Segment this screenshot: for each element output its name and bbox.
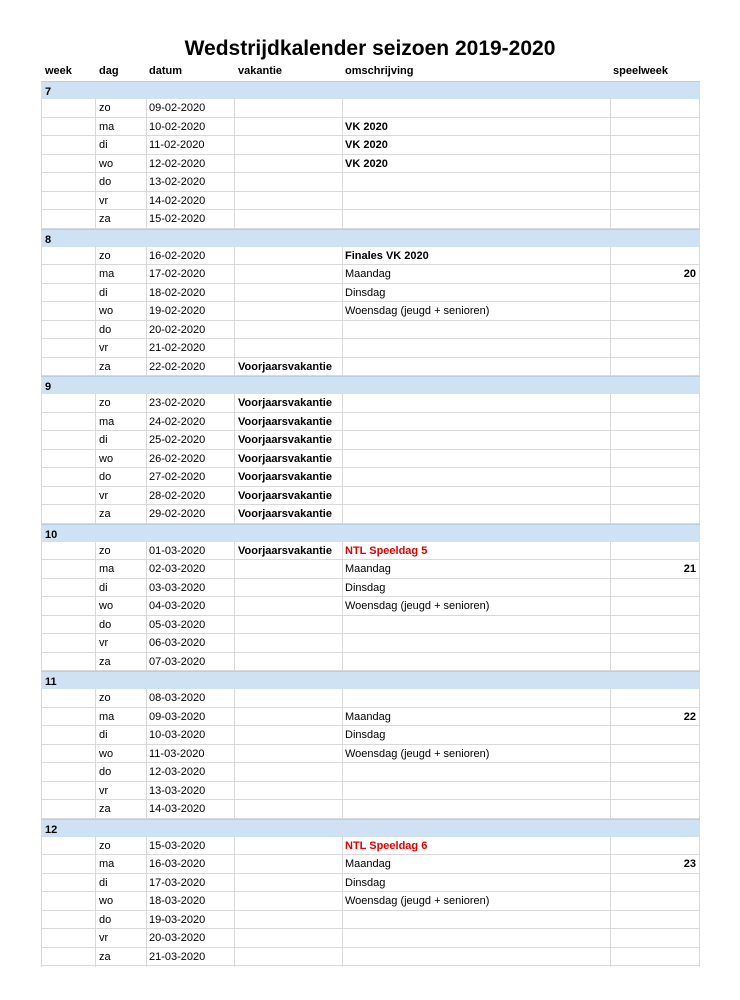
- day-cell: za: [99, 950, 111, 963]
- description-cell: Maandag: [345, 268, 391, 280]
- date-cell: 01-03-2020: [149, 544, 206, 557]
- description-cell: Maandag: [345, 858, 391, 870]
- date-cell: 18-02-2020: [149, 286, 206, 299]
- day-row: [41, 855, 700, 874]
- week-number: 7: [45, 86, 52, 98]
- day-cell: wo: [99, 157, 114, 170]
- week-row: [41, 376, 700, 394]
- date-cell: 16-03-2020: [149, 858, 206, 870]
- day-row: [41, 247, 700, 266]
- date-cell: 06-03-2020: [149, 637, 206, 649]
- week-number: 11: [45, 676, 57, 688]
- date-cell: 07-03-2020: [149, 655, 206, 668]
- day-row: [41, 726, 700, 745]
- day-cell: do: [99, 766, 112, 778]
- week-number: 10: [45, 528, 58, 541]
- date-cell: 18-03-2020: [149, 895, 206, 907]
- day-row: [41, 413, 700, 432]
- description-cell: Woensdag (jeugd + senioren): [345, 747, 490, 760]
- date-cell: 20-02-2020: [149, 323, 206, 336]
- day-row: [41, 579, 700, 598]
- date-cell: 21-02-2020: [149, 342, 206, 354]
- day-row: [41, 321, 700, 340]
- day-row: [41, 468, 700, 487]
- date-cell: 17-02-2020: [149, 268, 206, 280]
- vacation-cell: Voorjaarsvakantie: [238, 452, 332, 465]
- date-cell: 20-03-2020: [149, 932, 206, 944]
- day-cell: do: [99, 323, 112, 336]
- date-cell: 09-03-2020: [149, 710, 206, 723]
- date-cell: 12-03-2020: [149, 766, 206, 778]
- day-row: [41, 892, 700, 911]
- day-row: [41, 155, 700, 174]
- day-cell: za: [99, 508, 111, 520]
- date-cell: 05-03-2020: [149, 618, 206, 631]
- day-cell: zo: [99, 397, 111, 409]
- date-cell: 25-02-2020: [149, 434, 206, 446]
- date-cell: 12-02-2020: [149, 157, 206, 170]
- description-cell: NTL Speeldag 6: [345, 839, 428, 852]
- day-cell: za: [99, 360, 111, 373]
- vacation-cell: Voorjaarsvakantie: [238, 508, 332, 520]
- day-row: [41, 358, 700, 377]
- vacation-cell: Voorjaarsvakantie: [238, 415, 332, 428]
- day-row: [41, 339, 700, 358]
- day-cell: vr: [99, 784, 109, 797]
- week-number: 12: [45, 823, 58, 836]
- header-omschrijving: omschrijving: [345, 65, 414, 77]
- description-cell: Dinsdag: [345, 581, 386, 594]
- week-row: [41, 524, 700, 542]
- header-datum: datum: [149, 65, 182, 77]
- day-row: [41, 911, 700, 930]
- day-cell: zo: [99, 544, 111, 557]
- description-cell: NTL Speeldag 5: [345, 544, 428, 557]
- vacation-cell: Voorjaarsvakantie: [238, 544, 332, 557]
- description-cell: VK 2020: [345, 139, 388, 151]
- day-cell: za: [99, 213, 111, 225]
- header-dag: dag: [99, 65, 119, 77]
- day-cell: do: [99, 618, 112, 631]
- page-title: Wedstrijdkalender seizoen 2019-2020: [184, 37, 556, 60]
- day-cell: wo: [99, 895, 114, 907]
- speelweek-cell: 23: [683, 858, 696, 870]
- day-row: [41, 763, 700, 782]
- date-cell: 11-02-2020: [149, 139, 205, 151]
- day-row: [41, 689, 700, 708]
- date-cell: 13-03-2020: [149, 784, 206, 797]
- day-cell: zo: [99, 249, 111, 262]
- day-row: [41, 118, 700, 137]
- day-row: [41, 487, 700, 506]
- day-cell: zo: [99, 102, 111, 114]
- day-cell: do: [99, 913, 112, 926]
- description-cell: Maandag: [345, 710, 391, 723]
- description-cell: Woensdag (jeugd + senioren): [345, 895, 490, 907]
- week-row: [41, 81, 700, 99]
- day-row: [41, 929, 700, 948]
- speelweek-cell: 20: [683, 268, 696, 280]
- day-row: [41, 265, 700, 284]
- date-cell: 26-02-2020: [149, 452, 206, 465]
- day-cell: wo: [99, 600, 114, 612]
- day-row: [41, 782, 700, 801]
- description-cell: Woensdag (jeugd + senioren): [345, 600, 490, 612]
- day-row: [41, 505, 700, 524]
- date-cell: 04-03-2020: [149, 600, 206, 612]
- day-row: [41, 837, 700, 856]
- day-row: [41, 560, 700, 579]
- day-row: [41, 948, 700, 967]
- day-row: [41, 800, 700, 819]
- day-cell: di: [99, 434, 108, 446]
- day-row: [41, 597, 700, 616]
- date-cell: 13-02-2020: [149, 176, 206, 188]
- vacation-cell: Voorjaarsvakantie: [238, 471, 332, 483]
- day-cell: di: [99, 139, 108, 151]
- day-row: [41, 302, 700, 321]
- description-cell: Maandag: [345, 563, 391, 575]
- date-cell: 24-02-2020: [149, 415, 206, 428]
- date-cell: 28-02-2020: [149, 489, 206, 502]
- date-cell: 08-03-2020: [149, 692, 206, 704]
- day-row: [41, 874, 700, 893]
- header-vakantie: vakantie: [238, 65, 283, 77]
- day-row: [41, 99, 700, 118]
- day-cell: vr: [99, 489, 109, 502]
- date-cell: 10-02-2020: [149, 120, 206, 133]
- date-cell: 16-02-2020: [149, 249, 206, 262]
- day-cell: ma: [99, 268, 115, 280]
- description-cell: Dinsdag: [345, 876, 386, 889]
- day-cell: di: [99, 581, 108, 594]
- week-row: [41, 819, 700, 837]
- date-cell: 22-02-2020: [149, 360, 206, 373]
- description-cell: Dinsdag: [345, 729, 386, 741]
- day-cell: zo: [99, 839, 111, 852]
- description-cell: Dinsdag: [345, 286, 386, 299]
- day-cell: vr: [99, 194, 109, 207]
- day-row: [41, 708, 700, 727]
- vacation-cell: Voorjaarsvakantie: [238, 489, 332, 502]
- date-cell: 15-02-2020: [149, 213, 206, 225]
- day-row: [41, 450, 700, 469]
- day-cell: vr: [99, 932, 109, 944]
- column-headers: [0, 63, 740, 79]
- day-row: [41, 431, 700, 450]
- day-row: [41, 284, 700, 303]
- header-speelweek: speelweek: [613, 65, 669, 77]
- day-row: [41, 192, 700, 211]
- date-cell: 15-03-2020: [149, 839, 206, 852]
- date-cell: 14-03-2020: [149, 803, 206, 815]
- date-cell: 21-03-2020: [149, 950, 206, 963]
- week-number: 8: [45, 233, 52, 246]
- day-row: [41, 745, 700, 764]
- day-cell: wo: [99, 452, 114, 465]
- date-cell: 29-02-2020: [149, 508, 206, 520]
- description-cell: Finales VK 2020: [345, 249, 429, 262]
- day-row: [41, 173, 700, 192]
- day-row: [41, 210, 700, 229]
- day-cell: ma: [99, 858, 115, 870]
- day-cell: di: [99, 729, 108, 741]
- description-cell: Woensdag (jeugd + senioren): [345, 305, 490, 317]
- week-number: 9: [45, 381, 52, 393]
- date-cell: 10-03-2020: [149, 729, 206, 741]
- date-cell: 19-03-2020: [149, 913, 206, 926]
- vacation-cell: Voorjaarsvakantie: [238, 397, 332, 409]
- description-cell: VK 2020: [345, 157, 388, 170]
- date-cell: 14-02-2020: [149, 194, 206, 207]
- description-cell: VK 2020: [345, 120, 388, 133]
- date-cell: 09-02-2020: [149, 102, 206, 114]
- day-row: [41, 634, 700, 653]
- day-cell: do: [99, 176, 112, 188]
- day-cell: za: [99, 803, 111, 815]
- day-cell: wo: [99, 305, 114, 317]
- speelweek-cell: 21: [683, 563, 696, 575]
- header-week: week: [45, 65, 72, 77]
- week-row: [41, 229, 700, 247]
- date-cell: 17-03-2020: [149, 876, 206, 889]
- date-cell: 02-03-2020: [149, 563, 206, 575]
- date-cell: 23-02-2020: [149, 397, 206, 409]
- day-row: [41, 653, 700, 672]
- vacation-cell: Voorjaarsvakantie: [238, 360, 332, 373]
- day-row: [41, 394, 700, 413]
- speelweek-cell: 22: [683, 710, 696, 723]
- day-cell: do: [99, 471, 112, 483]
- day-cell: ma: [99, 120, 115, 133]
- day-cell: ma: [99, 415, 115, 428]
- week-row: [41, 671, 700, 689]
- calendar-table: [41, 81, 700, 967]
- day-cell: ma: [99, 563, 115, 575]
- day-cell: wo: [99, 747, 114, 760]
- day-row: [41, 542, 700, 561]
- date-cell: 03-03-2020: [149, 581, 206, 594]
- date-cell: 27-02-2020: [149, 471, 206, 483]
- date-cell: 19-02-2020: [149, 305, 206, 317]
- day-cell: di: [99, 876, 108, 889]
- day-cell: ma: [99, 710, 115, 723]
- date-cell: 11-03-2020: [149, 747, 205, 760]
- day-cell: zo: [99, 692, 111, 704]
- day-cell: vr: [99, 637, 109, 649]
- day-row: [41, 616, 700, 635]
- day-row: [41, 136, 700, 155]
- day-cell: di: [99, 286, 108, 299]
- day-cell: vr: [99, 342, 109, 354]
- day-cell: za: [99, 655, 111, 668]
- vacation-cell: Voorjaarsvakantie: [238, 434, 332, 446]
